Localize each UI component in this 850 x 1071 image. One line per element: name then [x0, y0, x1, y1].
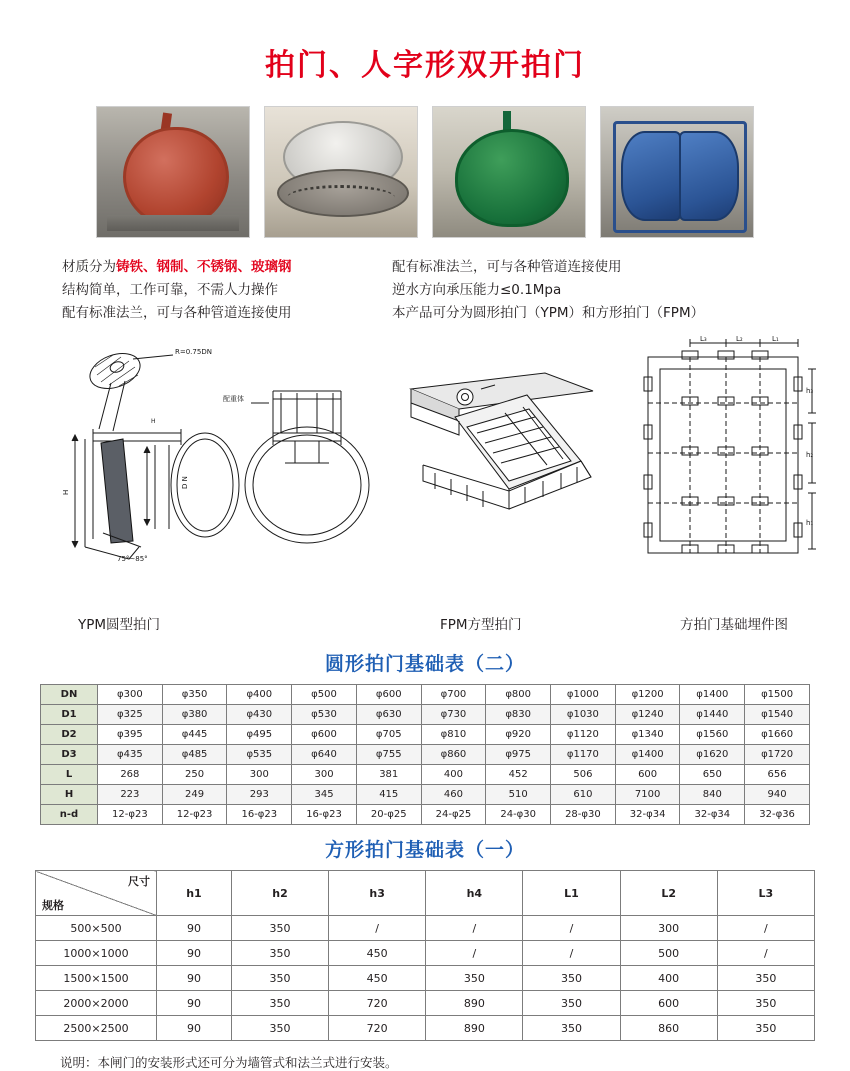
- drawing-label-angle: 75°~85°: [117, 555, 148, 563]
- table-cell: 24-φ25: [421, 805, 486, 825]
- table-cell: 610: [551, 785, 616, 805]
- table-cell: 650: [680, 765, 745, 785]
- table-cell: 452: [486, 765, 551, 785]
- feature-material-highlight: 铸铁、钢制、不锈钢、玻璃钢: [116, 259, 292, 275]
- table-cell: 345: [292, 785, 357, 805]
- table-cell: φ860: [421, 745, 486, 765]
- photo-strip: [0, 106, 850, 238]
- table-cell: 350: [231, 966, 328, 991]
- table-cell: φ1120: [551, 725, 616, 745]
- column-header-L3: L3: [717, 871, 814, 916]
- table-corner-cell: [36, 871, 157, 916]
- table-cell: 28-φ30: [551, 805, 616, 825]
- installation-note: 说明：本闸门的安装形式还可分为墙管式和法兰式进行安装。: [60, 1055, 398, 1070]
- table-cell: φ445: [162, 725, 227, 745]
- table-cell: φ430: [227, 705, 292, 725]
- feature-list: [62, 256, 850, 325]
- table-cell: 940: [745, 785, 810, 805]
- table-cell: φ485: [162, 745, 227, 765]
- table-cell: φ1660: [745, 725, 810, 745]
- feature-column-left: [62, 256, 392, 325]
- table-cell: 450: [329, 941, 426, 966]
- table-cell: φ1400: [615, 745, 680, 765]
- table-cell: 90: [157, 991, 232, 1016]
- table-cell: φ1440: [680, 705, 745, 725]
- table-cell: φ1240: [615, 705, 680, 725]
- drawing-label-h3: h₃: [806, 387, 814, 395]
- table-cell: 600: [620, 991, 717, 1016]
- table-cell: 460: [421, 785, 486, 805]
- table-cell: 350: [523, 1016, 620, 1041]
- table-cell: 415: [356, 785, 421, 805]
- table-cell: φ1030: [551, 705, 616, 725]
- column-header-L2: L2: [620, 871, 717, 916]
- drawing-captions: [0, 613, 850, 639]
- table-cell: φ730: [421, 705, 486, 725]
- table-cell: 350: [231, 916, 328, 941]
- table-cell: 350: [717, 966, 814, 991]
- table-cell: 350: [231, 1016, 328, 1041]
- page-title: 拍门、人字形双开拍门: [265, 48, 585, 83]
- table-cell: /: [717, 941, 814, 966]
- table-cell: φ600: [292, 725, 357, 745]
- table-cell: φ1400: [680, 685, 745, 705]
- table-cell: /: [426, 916, 523, 941]
- drawing-label-h: H: [62, 489, 70, 495]
- table-row: [41, 725, 810, 745]
- column-header-L1: L1: [523, 871, 620, 916]
- table-cell: φ350: [162, 685, 227, 705]
- table-row: [41, 805, 810, 825]
- column-header-h1: h1: [157, 871, 232, 916]
- table-cell: φ830: [486, 705, 551, 725]
- table-row: [36, 1016, 815, 1041]
- table-cell: 510: [486, 785, 551, 805]
- column-header-h3: h3: [329, 871, 426, 916]
- row-header-cell: n-d: [41, 805, 98, 825]
- table-cell: 720: [329, 991, 426, 1016]
- table-cell: 840: [680, 785, 745, 805]
- spec-cell: 2500×2500: [36, 1016, 157, 1041]
- table-cell: 16-φ23: [227, 805, 292, 825]
- drawing-label-small: H: [151, 418, 156, 425]
- table-cell: /: [523, 916, 620, 941]
- table-cell: φ1500: [745, 685, 810, 705]
- drawing-label-radius: R=0.75DN: [175, 348, 212, 356]
- table-cell: φ600: [356, 685, 421, 705]
- round-gate-table-title: 圆形拍门基础表（二）: [324, 653, 525, 675]
- blue-double-leaf-flap-gate-photo: [600, 106, 754, 238]
- row-header-cell: D1: [41, 705, 98, 725]
- red-round-flap-gate-photo: [96, 106, 250, 238]
- corner-spec-label: 规格: [42, 899, 64, 912]
- table-cell: 500: [620, 941, 717, 966]
- table-cell: 20-φ25: [356, 805, 421, 825]
- table-cell: φ640: [292, 745, 357, 765]
- table-cell: 600: [615, 765, 680, 785]
- feature-material-line: [62, 256, 392, 279]
- square-gate-foundation-embedment-drawing: [630, 333, 820, 583]
- table-cell: 860: [620, 1016, 717, 1041]
- drawing-label-counterweight: 配重体: [223, 395, 244, 403]
- table-cell: φ380: [162, 705, 227, 725]
- table-cell: 350: [717, 1016, 814, 1041]
- table-cell: φ495: [227, 725, 292, 745]
- table-cell: φ395: [98, 725, 163, 745]
- table-cell: φ920: [486, 725, 551, 745]
- table-cell: 300: [227, 765, 292, 785]
- drawing-label-l2: L₂: [736, 335, 743, 343]
- table-row: [41, 765, 810, 785]
- table-cell: φ705: [356, 725, 421, 745]
- table-cell: φ435: [98, 745, 163, 765]
- drawing-label-h2: h₂: [806, 451, 814, 459]
- table-row: [36, 916, 815, 941]
- table-row: [36, 941, 815, 966]
- round-gate-foundation-table: [40, 684, 810, 825]
- table-cell: 400: [421, 765, 486, 785]
- table-cell: 506: [551, 765, 616, 785]
- table-cell: φ755: [356, 745, 421, 765]
- spec-cell: 500×500: [36, 916, 157, 941]
- table-cell: 32-φ34: [680, 805, 745, 825]
- table-cell: 7100: [615, 785, 680, 805]
- drawing-label-l1: L₁: [772, 335, 779, 343]
- feature-material-prefix: 材质分为: [62, 259, 116, 275]
- column-header-h4: h4: [426, 871, 523, 916]
- grey-flange-flap-gate-photo: [264, 106, 418, 238]
- table-row: [41, 685, 810, 705]
- ypm-round-flap-gate-drawing: [55, 333, 375, 583]
- caption-fpm: FPM方型拍门: [440, 617, 522, 633]
- square-gate-table-title: 方形拍门基础表（一）: [324, 839, 525, 861]
- row-header-cell: D2: [41, 725, 98, 745]
- feature-structure-line: 结构简单，工作可靠，不需人力操作: [62, 282, 278, 298]
- table-cell: 890: [426, 991, 523, 1016]
- table-cell: 656: [745, 765, 810, 785]
- table-cell: φ400: [227, 685, 292, 705]
- table-cell: 90: [157, 916, 232, 941]
- caption-ypm: YPM圆型拍门: [78, 617, 161, 633]
- corner-dimension-label: 尺寸: [128, 875, 150, 888]
- table-cell: φ325: [98, 705, 163, 725]
- row-header-cell: D3: [41, 745, 98, 765]
- table-cell: 24-φ30: [486, 805, 551, 825]
- table-cell: 223: [98, 785, 163, 805]
- table-cell: 250: [162, 765, 227, 785]
- table-cell: 350: [717, 991, 814, 1016]
- feature-right-line-1: 配有标准法兰，可与各种管道连接使用: [392, 259, 622, 275]
- table-cell: φ700: [421, 685, 486, 705]
- table-cell: 450: [329, 966, 426, 991]
- table-cell: 90: [157, 966, 232, 991]
- column-header-h2: h2: [231, 871, 328, 916]
- table-row: [36, 991, 815, 1016]
- table-cell: φ1720: [745, 745, 810, 765]
- table-cell: 350: [231, 941, 328, 966]
- row-header-cell: L: [41, 765, 98, 785]
- table-row: [41, 785, 810, 805]
- table-cell: φ535: [227, 745, 292, 765]
- table-cell: 249: [162, 785, 227, 805]
- table-cell: φ1540: [745, 705, 810, 725]
- spec-cell: 1000×1000: [36, 941, 157, 966]
- row-header-cell: H: [41, 785, 98, 805]
- table-cell: 16-φ23: [292, 805, 357, 825]
- spec-cell: 2000×2000: [36, 991, 157, 1016]
- table-cell: 400: [620, 966, 717, 991]
- feature-flange-line: 配有标准法兰，可与各种管道连接使用: [62, 305, 292, 321]
- feature-right-line-3: 本产品可分为圆形拍门（YPM）和方形拍门（FPM）: [392, 305, 705, 321]
- table-cell: 350: [426, 966, 523, 991]
- table-cell: φ530: [292, 705, 357, 725]
- table-cell: 12-φ23: [98, 805, 163, 825]
- table-cell: φ630: [356, 705, 421, 725]
- table-cell: 350: [523, 966, 620, 991]
- table-cell: 890: [426, 1016, 523, 1041]
- green-round-flap-gate-photo: [432, 106, 586, 238]
- table-cell: φ1200: [615, 685, 680, 705]
- table-cell: /: [426, 941, 523, 966]
- table-cell: φ810: [421, 725, 486, 745]
- drawing-label-dn: D N: [181, 476, 189, 489]
- table-cell: 90: [157, 1016, 232, 1041]
- drawing-label-h1: h₁: [806, 519, 814, 527]
- table-cell: φ1620: [680, 745, 745, 765]
- table-cell: φ1170: [551, 745, 616, 765]
- technical-drawings: [0, 333, 850, 613]
- table-cell: /: [329, 916, 426, 941]
- table-row: [36, 966, 815, 991]
- table-cell: 350: [523, 991, 620, 1016]
- table-cell: 381: [356, 765, 421, 785]
- table-row: [41, 705, 810, 725]
- table-cell: φ500: [292, 685, 357, 705]
- square-gate-foundation-table: [35, 870, 815, 1041]
- spec-cell: 1500×1500: [36, 966, 157, 991]
- table-cell: 350: [231, 991, 328, 1016]
- table-cell: 32-φ34: [615, 805, 680, 825]
- table-cell: 90: [157, 941, 232, 966]
- table-cell: 300: [292, 765, 357, 785]
- table-row: [41, 745, 810, 765]
- caption-embedment: 方拍门基础埋件图: [680, 617, 788, 633]
- table-cell: /: [523, 941, 620, 966]
- table-cell: 32-φ36: [745, 805, 810, 825]
- table-cell: φ975: [486, 745, 551, 765]
- table-cell: /: [717, 916, 814, 941]
- table-cell: 293: [227, 785, 292, 805]
- row-header-cell: DN: [41, 685, 98, 705]
- table-cell: φ1560: [680, 725, 745, 745]
- table-cell: φ1340: [615, 725, 680, 745]
- table-cell: φ800: [486, 685, 551, 705]
- table-cell: 12-φ23: [162, 805, 227, 825]
- table-cell: φ300: [98, 685, 163, 705]
- table-cell: 720: [329, 1016, 426, 1041]
- table-cell: φ1000: [551, 685, 616, 705]
- fpm-square-flap-gate-drawing: [395, 333, 610, 583]
- table-cell: 268: [98, 765, 163, 785]
- drawing-label-l3: L₃: [700, 335, 707, 343]
- table-cell: 300: [620, 916, 717, 941]
- feature-column-right: [392, 256, 792, 325]
- feature-right-line-2: 逆水方向承压能力≤0.1Mpa: [392, 282, 562, 298]
- table-header-row: [36, 871, 815, 916]
